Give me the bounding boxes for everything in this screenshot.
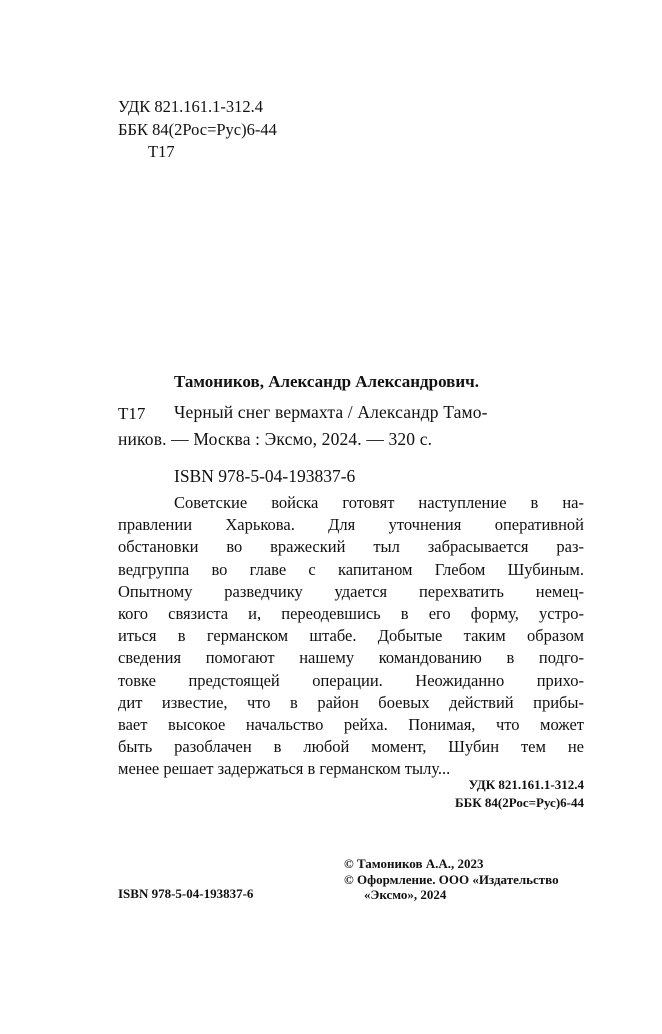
annotation-line: Опытному разведчику удается перехватить немец- xyxy=(118,581,584,601)
footer-udk-code: УДК 821.161.1-312.4 xyxy=(468,777,584,792)
author-mark-code: Т17 xyxy=(148,142,175,161)
isbn-bottom: ISBN 978-5-04-193837-6 xyxy=(118,886,254,901)
udk-code: УДК 821.161.1-312.4 xyxy=(118,97,264,116)
footer-classification-codes xyxy=(455,776,584,812)
annotation-line: кого связиста и, переодевшись в его форму, устро- xyxy=(118,604,584,624)
annotation-line: менее решает задержаться в германском тылу... xyxy=(118,759,451,779)
annotation-line: быть разоблачен в любой момент, Шубин тем не xyxy=(118,737,584,757)
annotation-line: правлении Харькова. Для уточнения оперативной xyxy=(118,515,584,535)
annotation-line: обстановки во вражеский тыл забрасывается раз- xyxy=(118,537,584,557)
author-mark: Т17 xyxy=(118,404,146,423)
annotation-line: сведения помогают нашему командованию в подго- xyxy=(118,648,584,668)
title-line-2: ников. — Москва : Эксмо, 2024. — 320 с. xyxy=(118,429,433,449)
annotation-line: товке предстоящей операции. Неожиданно прихо- xyxy=(118,670,584,690)
annotation-line: вает высокое начальство рейха. Понимая, что может xyxy=(118,715,584,735)
annotation-line: ведгруппа во главе с капитаном Глебом Шубиным. xyxy=(118,559,584,579)
classification-codes xyxy=(118,96,277,164)
title-line-1: Черный снег вермахта / Александр Тамо- xyxy=(174,402,488,422)
footer-bbk-code: ББК 84(2Рос=Рус)6-44 xyxy=(455,795,584,810)
annotation-line: Советские войска готовят наступление в на- xyxy=(174,493,584,512)
annotation-paragraph xyxy=(118,492,584,781)
copyright-author: © Тамоников А.А., 2023 xyxy=(344,856,484,871)
copyright-design-line-2: «Эксмо», 2024 xyxy=(364,887,447,902)
isbn-main: ISBN 978-5-04-193837-6 xyxy=(174,466,356,486)
copyright-block xyxy=(344,856,559,903)
annotation-line: иться в германском штабе. Добытые таким образом xyxy=(118,626,584,646)
copyright-design-line-1: © Оформление. ООО «Издательство xyxy=(344,871,559,887)
annotation-line: дит известие, что в район боевых действий прибы- xyxy=(118,692,584,712)
bbk-code: ББК 84(2Рос=Рус)6-44 xyxy=(118,119,277,139)
author-heading: Тамоников, Александр Александрович. xyxy=(174,372,479,391)
